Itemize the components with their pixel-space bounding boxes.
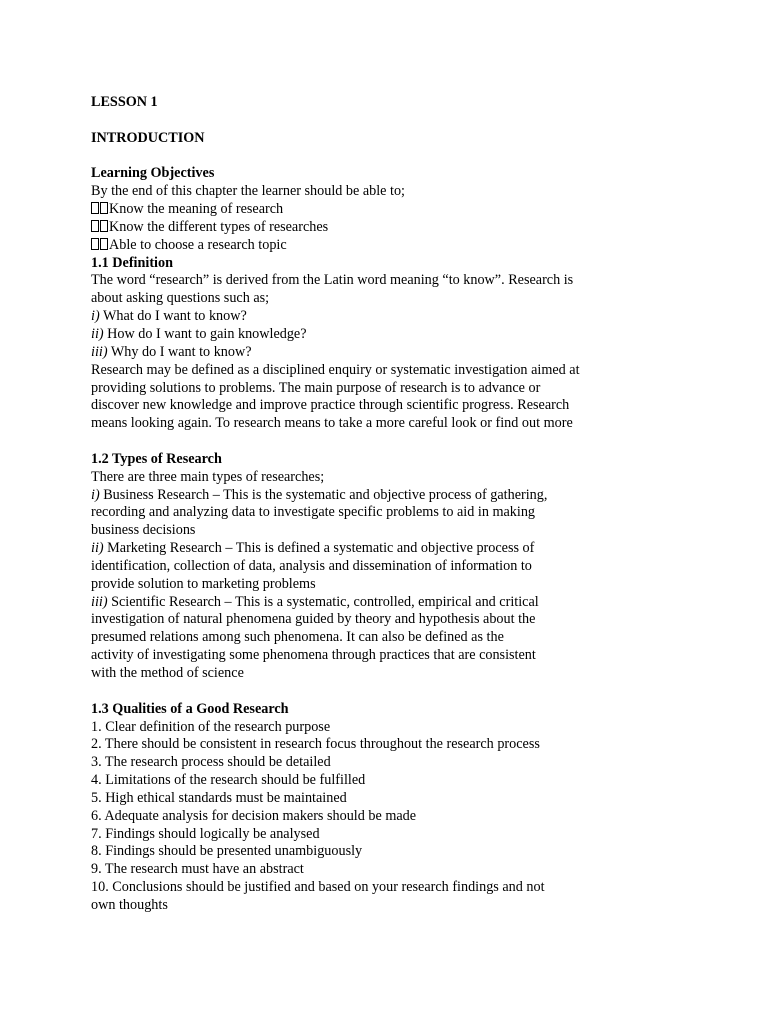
objective-text: Know the different types of researches <box>109 218 329 235</box>
definition-paragraph-line: Research may be defined as a disciplined enquiry or systematic investigation aimed at <box>91 361 580 378</box>
quality-item-continuation: own thoughts <box>91 896 168 913</box>
quality-item: 2. There should be consistent in research focus throughout the research process <box>91 736 540 753</box>
quality-item: 1. Clear definition of the research purpose <box>91 718 331 735</box>
question-item <box>91 308 621 326</box>
missing-glyph-icon <box>100 238 108 250</box>
objective-item <box>91 219 621 237</box>
missing-glyph-icon <box>100 202 108 214</box>
objective-item <box>91 201 621 219</box>
missing-glyph-icon <box>91 202 99 214</box>
question-number: i) <box>91 308 100 325</box>
type-item-line: identification, collection of data, analysis and dissemination of information to <box>91 557 532 574</box>
qualities-heading: 1.3 Qualities of a Good Research <box>91 700 289 717</box>
question-number: iii) <box>91 343 108 360</box>
question-number: ii) <box>91 325 104 342</box>
objectives-heading: Learning Objectives <box>91 165 215 182</box>
document-body <box>91 94 621 915</box>
objectives-intro: By the end of this chapter the learner should be able to; <box>91 183 405 200</box>
question-text: How do I want to gain knowledge? <box>103 325 307 342</box>
spacer <box>91 433 621 451</box>
quality-item: 7. Findings should logically be analysed <box>91 825 320 842</box>
type-item-line: with the method of science <box>91 665 244 681</box>
quality-item: 8. Findings should be presented unambiguously <box>91 843 363 860</box>
type-item-first-line <box>91 487 621 505</box>
question-text: What do I want to know? <box>99 308 247 325</box>
quality-item: 5. High ethical standards must be maintained <box>91 789 347 806</box>
missing-glyph-icon <box>91 220 99 232</box>
objective-item <box>91 237 621 255</box>
type-item-line: activity of investigating some phenomena through practices that are consistent <box>91 647 536 664</box>
type-number: i) <box>91 486 100 503</box>
quality-item: 10. Conclusions should be justified and based on your research findings and not <box>91 879 545 896</box>
type-item-line: recording and analyzing data to investigate specific problems to aid in making <box>91 504 536 521</box>
quality-item: 4. Limitations of the research should be fulfilled <box>91 772 366 789</box>
type-item-line: investigation of natural phenomena guided by theory and hypothesis about the <box>91 611 536 628</box>
question-item <box>91 326 621 344</box>
type-item-first-line <box>91 594 621 612</box>
type-number: iii) <box>91 593 108 610</box>
chapter-title: INTRODUCTION <box>91 129 205 146</box>
objective-text: Know the meaning of research <box>109 201 284 218</box>
quality-item: 9. The research must have an abstract <box>91 861 304 878</box>
type-text: Marketing Research – This is defined a systematic and objective process of <box>103 540 535 557</box>
type-text: Business Research – This is the systematic and objective process of gathering, <box>99 486 548 503</box>
definition-heading: 1.1 Definition <box>91 254 173 271</box>
spacer <box>91 148 621 166</box>
definition-line: The word “research” is derived from the Latin word meaning “to know”. Research is <box>91 272 574 289</box>
type-number: ii) <box>91 540 104 557</box>
objective-text: Able to choose a research topic <box>109 236 287 253</box>
quality-item: 6. Adequate analysis for decision makers should be made <box>91 807 417 824</box>
types-heading: 1.2 Types of Research <box>91 450 222 467</box>
type-item-line: provide solution to marketing problems <box>91 575 316 592</box>
missing-glyph-icon <box>100 220 108 232</box>
definition-paragraph-line: discover new knowledge and improve practice through scientific progress. Research <box>91 397 570 414</box>
definition-line: about asking questions such as; <box>91 290 270 307</box>
type-item-line: presumed relations among such phenomena. It can also be defined as the <box>91 629 504 646</box>
missing-glyph-icon <box>91 238 99 250</box>
spacer <box>91 683 621 701</box>
quality-item: 3. The research process should be detailed <box>91 754 331 771</box>
spacer <box>91 112 621 130</box>
type-item-line: business decisions <box>91 522 196 539</box>
types-intro: There are three main types of researches; <box>91 468 325 485</box>
type-item-first-line <box>91 540 621 558</box>
lesson-number: LESSON 1 <box>91 94 158 110</box>
definition-paragraph-line: means looking again. To research means to take a more careful look or find out more <box>91 415 573 432</box>
question-item <box>91 344 621 362</box>
question-text: Why do I want to know? <box>107 343 252 360</box>
type-text: Scientific Research – This is a systematic, controlled, empirical and critical <box>107 593 539 610</box>
definition-paragraph-line: providing solutions to problems. The main purpose of research is to advance or <box>91 379 541 396</box>
